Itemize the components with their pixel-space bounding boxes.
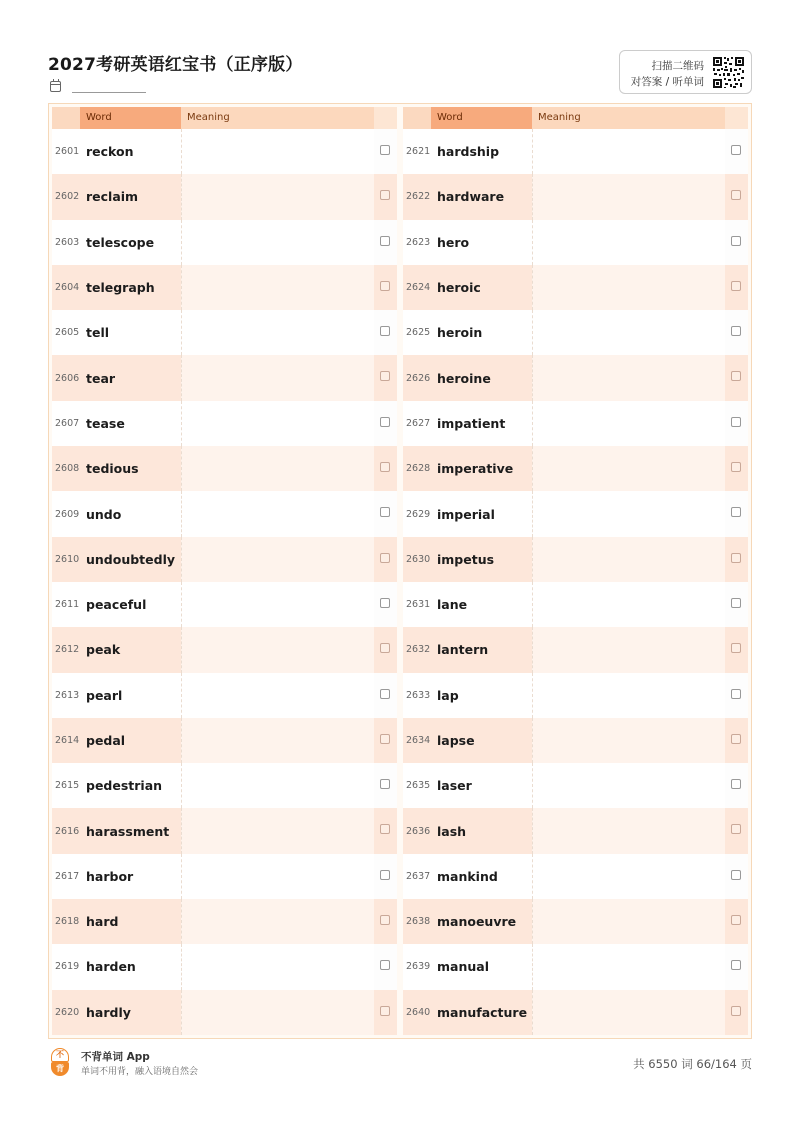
- word-number: 2621: [403, 129, 431, 174]
- checkbox[interactable]: [380, 281, 390, 291]
- word-text: undoubtedly: [80, 537, 181, 582]
- word-text: undo: [80, 491, 181, 536]
- checkbox[interactable]: [731, 236, 741, 246]
- check-cell: [374, 129, 397, 174]
- word-number: 2605: [52, 310, 80, 355]
- word-number: 2634: [403, 718, 431, 763]
- word-number: 2617: [52, 854, 80, 899]
- word-number: 2611: [52, 582, 80, 627]
- qr-caption-line2: 对答案 / 听单词: [630, 76, 704, 88]
- checkbox[interactable]: [731, 507, 741, 517]
- word-text: lapse: [431, 718, 532, 763]
- word-number: 2635: [403, 763, 431, 808]
- meaning-field[interactable]: [181, 220, 374, 265]
- meaning-field[interactable]: [532, 265, 725, 310]
- checkbox[interactable]: [731, 960, 741, 970]
- word-number: 2631: [403, 582, 431, 627]
- meaning-field[interactable]: [532, 401, 725, 446]
- word-text: manufacture: [431, 990, 532, 1035]
- app-name: 不背单词 App: [81, 1051, 150, 1063]
- table-row: [52, 944, 397, 989]
- meaning-field[interactable]: [181, 899, 374, 944]
- word-number: 2612: [52, 627, 80, 672]
- check-cell: [374, 582, 397, 627]
- check-cell: [725, 582, 748, 627]
- word-text: lap: [431, 673, 532, 718]
- word-number: 2618: [52, 899, 80, 944]
- logo-top-glyph: 不: [51, 1048, 69, 1062]
- checkbox[interactable]: [731, 870, 741, 880]
- table-row: [52, 446, 397, 491]
- meaning-field[interactable]: [532, 491, 725, 536]
- header-number: [403, 107, 431, 129]
- word-text: lane: [431, 582, 532, 627]
- word-text: lash: [431, 808, 532, 853]
- meaning-field[interactable]: [181, 763, 374, 808]
- qr-caption: [631, 58, 704, 90]
- meaning-field[interactable]: [532, 944, 725, 989]
- table-row: [52, 355, 397, 400]
- page-title: 2027考研英语红宝书（正序版）: [48, 55, 303, 75]
- meaning-field[interactable]: [532, 627, 725, 672]
- word-number: 2620: [52, 990, 80, 1035]
- table-header: [52, 107, 397, 129]
- table-row: [403, 673, 748, 718]
- word-text: telescope: [80, 220, 181, 265]
- word-text: telegraph: [80, 265, 181, 310]
- meaning-field[interactable]: [532, 899, 725, 944]
- check-cell: [725, 220, 748, 265]
- meaning-field[interactable]: [181, 129, 374, 174]
- word-number: 2640: [403, 990, 431, 1035]
- meaning-field[interactable]: [532, 763, 725, 808]
- table-row: [52, 627, 397, 672]
- header-meaning: Meaning: [532, 107, 725, 129]
- word-number: 2607: [52, 401, 80, 446]
- meaning-field[interactable]: [181, 355, 374, 400]
- word-text: tease: [80, 401, 181, 446]
- table-header: [403, 107, 748, 129]
- checkbox[interactable]: [731, 598, 741, 608]
- checkbox[interactable]: [380, 1006, 390, 1016]
- meaning-field[interactable]: [532, 673, 725, 718]
- checkbox[interactable]: [731, 915, 741, 925]
- checkbox[interactable]: [380, 779, 390, 789]
- check-cell: [374, 808, 397, 853]
- word-number: 2630: [403, 537, 431, 582]
- word-number: 2628: [403, 446, 431, 491]
- table-row: [403, 310, 748, 355]
- word-text: lantern: [431, 627, 532, 672]
- checkbox[interactable]: [380, 824, 390, 834]
- table-row: [52, 174, 397, 219]
- checkbox[interactable]: [731, 734, 741, 744]
- meaning-field[interactable]: [532, 129, 725, 174]
- check-cell: [374, 446, 397, 491]
- word-text: peak: [80, 627, 181, 672]
- meaning-field[interactable]: [181, 627, 374, 672]
- table-row: [52, 220, 397, 265]
- word-number: 2614: [52, 718, 80, 763]
- checkbox[interactable]: [380, 145, 390, 155]
- word-text: harden: [80, 944, 181, 989]
- checkbox[interactable]: [731, 643, 741, 653]
- word-number: 2623: [403, 220, 431, 265]
- word-number: 2638: [403, 899, 431, 944]
- word-number: 2615: [52, 763, 80, 808]
- check-cell: [374, 491, 397, 536]
- word-text: imperial: [431, 491, 532, 536]
- meaning-field[interactable]: [181, 582, 374, 627]
- app-logo-icon: [48, 1048, 73, 1076]
- table-row: [52, 265, 397, 310]
- table-row: [52, 718, 397, 763]
- word-text: mankind: [431, 854, 532, 899]
- check-cell: [725, 944, 748, 989]
- word-number: 2622: [403, 174, 431, 219]
- table-row: [52, 310, 397, 355]
- word-text: tell: [80, 310, 181, 355]
- word-text: peaceful: [80, 582, 181, 627]
- checkbox[interactable]: [731, 553, 741, 563]
- check-cell: [725, 401, 748, 446]
- check-cell: [374, 174, 397, 219]
- table-row: [403, 446, 748, 491]
- table-row: [52, 673, 397, 718]
- word-text: pedestrian: [80, 763, 181, 808]
- meaning-field[interactable]: [532, 718, 725, 763]
- logo-bottom-glyph: 背: [51, 1062, 69, 1076]
- table-row: [403, 220, 748, 265]
- check-cell: [725, 174, 748, 219]
- meaning-field[interactable]: [181, 808, 374, 853]
- qr-panel[interactable]: [619, 50, 752, 94]
- check-cell: [374, 265, 397, 310]
- check-cell: [374, 944, 397, 989]
- meaning-field[interactable]: [532, 174, 725, 219]
- header-check: [374, 107, 397, 129]
- checkbox[interactable]: [380, 960, 390, 970]
- check-cell: [374, 310, 397, 355]
- meaning-field[interactable]: [532, 990, 725, 1035]
- word-number: 2616: [52, 808, 80, 853]
- word-number: 2624: [403, 265, 431, 310]
- table-row: [52, 129, 397, 174]
- table-row: [403, 129, 748, 174]
- check-cell: [374, 899, 397, 944]
- word-number: 2632: [403, 627, 431, 672]
- meaning-field[interactable]: [181, 944, 374, 989]
- table-row: [403, 627, 748, 672]
- check-cell: [725, 310, 748, 355]
- word-text: harbor: [80, 854, 181, 899]
- word-number: 2633: [403, 673, 431, 718]
- check-cell: [374, 854, 397, 899]
- table-row: [52, 990, 397, 1035]
- table-row: [403, 401, 748, 446]
- check-cell: [374, 763, 397, 808]
- check-cell: [725, 808, 748, 853]
- header-check: [725, 107, 748, 129]
- meaning-field[interactable]: [181, 310, 374, 355]
- check-cell: [725, 899, 748, 944]
- table-row: [52, 582, 397, 627]
- checkbox[interactable]: [731, 326, 741, 336]
- meaning-field[interactable]: [181, 491, 374, 536]
- table-row: [52, 899, 397, 944]
- page-info: 共 6550 词 66/164 页: [633, 1057, 752, 1071]
- table-row: [52, 401, 397, 446]
- checkbox[interactable]: [380, 371, 390, 381]
- checkbox[interactable]: [731, 779, 741, 789]
- word-sheet: [48, 103, 752, 1039]
- word-text: pearl: [80, 673, 181, 718]
- meaning-field[interactable]: [181, 854, 374, 899]
- word-number: 2602: [52, 174, 80, 219]
- meaning-field[interactable]: [181, 446, 374, 491]
- checkbox[interactable]: [380, 326, 390, 336]
- table-row: [52, 537, 397, 582]
- checkbox[interactable]: [380, 507, 390, 517]
- word-text: hardware: [431, 174, 532, 219]
- meaning-field[interactable]: [532, 537, 725, 582]
- table-row: [403, 944, 748, 989]
- table-row: [403, 582, 748, 627]
- word-number: 2629: [403, 491, 431, 536]
- check-cell: [374, 355, 397, 400]
- checkbox[interactable]: [731, 371, 741, 381]
- word-number: 2606: [52, 355, 80, 400]
- word-number: 2601: [52, 129, 80, 174]
- checkbox[interactable]: [380, 870, 390, 880]
- word-text: imperative: [431, 446, 532, 491]
- header-number: [52, 107, 80, 129]
- word-text: tear: [80, 355, 181, 400]
- check-cell: [725, 718, 748, 763]
- date-input-line[interactable]: [72, 92, 146, 93]
- check-cell: [374, 220, 397, 265]
- table-row: [403, 718, 748, 763]
- word-number: 2626: [403, 355, 431, 400]
- meaning-field[interactable]: [532, 854, 725, 899]
- word-column-left: [52, 107, 397, 1035]
- word-column-right: [403, 107, 748, 1035]
- checkbox[interactable]: [731, 190, 741, 200]
- header-word: Word: [431, 107, 532, 129]
- check-cell: [725, 763, 748, 808]
- word-text: pedal: [80, 718, 181, 763]
- word-text: hardship: [431, 129, 532, 174]
- check-cell: [374, 627, 397, 672]
- check-cell: [374, 673, 397, 718]
- checkbox[interactable]: [380, 643, 390, 653]
- check-cell: [725, 491, 748, 536]
- word-number: 2604: [52, 265, 80, 310]
- meaning-field[interactable]: [181, 265, 374, 310]
- word-text: manoeuvre: [431, 899, 532, 944]
- meaning-field[interactable]: [181, 673, 374, 718]
- rows-left: [52, 129, 397, 1035]
- word-text: heroine: [431, 355, 532, 400]
- check-cell: [725, 129, 748, 174]
- meaning-field[interactable]: [532, 220, 725, 265]
- checkbox[interactable]: [380, 462, 390, 472]
- word-text: heroic: [431, 265, 532, 310]
- table-row: [403, 174, 748, 219]
- check-cell: [374, 401, 397, 446]
- word-text: harassment: [80, 808, 181, 853]
- meaning-field[interactable]: [532, 446, 725, 491]
- checkbox[interactable]: [731, 281, 741, 291]
- meaning-field[interactable]: [532, 808, 725, 853]
- checkbox[interactable]: [731, 689, 741, 699]
- word-number: 2625: [403, 310, 431, 355]
- check-cell: [725, 627, 748, 672]
- table-row: [403, 265, 748, 310]
- header-meaning: Meaning: [181, 107, 374, 129]
- page-footer: [48, 1048, 752, 1080]
- qr-caption-line1: 扫描二维码: [651, 60, 704, 72]
- word-text: laser: [431, 763, 532, 808]
- word-number: 2610: [52, 537, 80, 582]
- word-text: impetus: [431, 537, 532, 582]
- check-cell: [725, 673, 748, 718]
- table-row: [52, 491, 397, 536]
- table-row: [52, 854, 397, 899]
- word-text: impatient: [431, 401, 532, 446]
- check-cell: [725, 854, 748, 899]
- check-cell: [374, 718, 397, 763]
- checkbox[interactable]: [731, 417, 741, 427]
- check-cell: [725, 990, 748, 1035]
- check-cell: [374, 537, 397, 582]
- table-row: [403, 990, 748, 1035]
- check-cell: [725, 537, 748, 582]
- word-text: reckon: [80, 129, 181, 174]
- word-text: hard: [80, 899, 181, 944]
- checkbox[interactable]: [380, 598, 390, 608]
- checkbox[interactable]: [380, 417, 390, 427]
- meaning-field[interactable]: [181, 174, 374, 219]
- checkbox[interactable]: [380, 915, 390, 925]
- checkbox[interactable]: [731, 462, 741, 472]
- check-cell: [725, 446, 748, 491]
- table-row: [403, 854, 748, 899]
- word-number: 2637: [403, 854, 431, 899]
- checkbox[interactable]: [380, 190, 390, 200]
- word-text: reclaim: [80, 174, 181, 219]
- word-number: 2627: [403, 401, 431, 446]
- date-field[interactable]: [50, 80, 170, 96]
- check-cell: [725, 355, 748, 400]
- table-row: [52, 763, 397, 808]
- checkbox[interactable]: [380, 236, 390, 246]
- word-number: 2613: [52, 673, 80, 718]
- word-text: hero: [431, 220, 532, 265]
- header-word: Word: [80, 107, 181, 129]
- word-number: 2619: [52, 944, 80, 989]
- table-row: [403, 808, 748, 853]
- table-row: [403, 491, 748, 536]
- word-text: heroin: [431, 310, 532, 355]
- meaning-field[interactable]: [532, 355, 725, 400]
- qr-code-icon[interactable]: [712, 56, 745, 89]
- meaning-field[interactable]: [181, 401, 374, 446]
- table-row: [403, 763, 748, 808]
- table-row: [403, 355, 748, 400]
- checkbox[interactable]: [380, 734, 390, 744]
- meaning-field[interactable]: [181, 990, 374, 1035]
- word-number: 2639: [403, 944, 431, 989]
- table-row: [403, 537, 748, 582]
- checkbox[interactable]: [731, 824, 741, 834]
- page-header: [48, 50, 752, 100]
- word-text: hardly: [80, 990, 181, 1035]
- word-number: 2608: [52, 446, 80, 491]
- meaning-field[interactable]: [532, 582, 725, 627]
- rows-right: [403, 129, 748, 1035]
- word-number: 2636: [403, 808, 431, 853]
- word-text: manual: [431, 944, 532, 989]
- checkbox[interactable]: [731, 145, 741, 155]
- calendar-icon: [50, 81, 61, 92]
- app-slogan: 单词不用背，融入语境自然会: [81, 1067, 199, 1077]
- checkbox[interactable]: [380, 553, 390, 563]
- word-number: 2609: [52, 491, 80, 536]
- checkbox[interactable]: [380, 689, 390, 699]
- word-number: 2603: [52, 220, 80, 265]
- word-text: tedious: [80, 446, 181, 491]
- meaning-field[interactable]: [181, 718, 374, 763]
- meaning-field[interactable]: [532, 310, 725, 355]
- table-row: [52, 808, 397, 853]
- check-cell: [725, 265, 748, 310]
- meaning-field[interactable]: [181, 537, 374, 582]
- table-row: [403, 899, 748, 944]
- check-cell: [374, 990, 397, 1035]
- checkbox[interactable]: [731, 1006, 741, 1016]
